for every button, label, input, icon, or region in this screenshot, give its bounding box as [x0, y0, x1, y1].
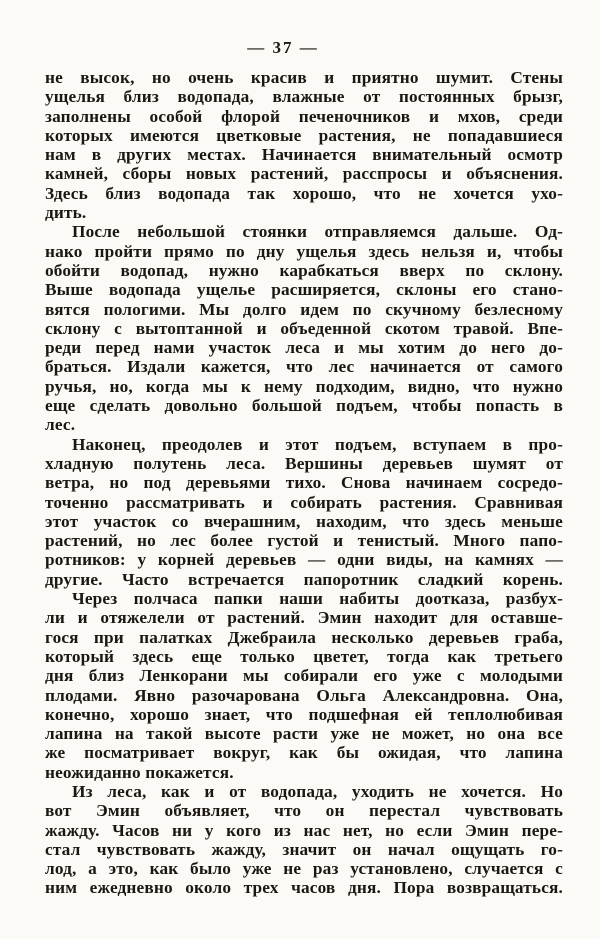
text-line: ручья, но, когда мы к нему подходим, видно, что нужно — [45, 376, 563, 396]
text-line: хладную полутень леса. Вершины деревьев шумят от — [45, 453, 563, 473]
page-text — [45, 68, 563, 898]
text-line: дить. — [45, 203, 87, 223]
text-line: Выше водопада ущелье расширяется, склоны его стано- — [45, 280, 563, 300]
text-line: Через полчаса папки наши набиты доотказа, разбух- — [72, 589, 563, 609]
text-line: лес. — [45, 415, 76, 435]
text-line: еще сделать довольно большой подъем, чтобы попасть в — [45, 396, 563, 416]
text-line: точенно рассматривать и собирать растения. Сравнивая — [45, 492, 563, 512]
text-line: нако пройти прямо по дну ущелья здесь нельзя и, чтобы — [45, 241, 563, 261]
text-line: Здесь близ водопада так хорошо, что не хочется ухо- — [45, 183, 563, 203]
text-line: неожиданно покажется. — [45, 762, 234, 782]
text-line: Из леса, как и от водопада, уходить не хочется. Но — [72, 781, 563, 801]
text-line: дня близ Ленкорани мы собирали его уже с молодыми — [45, 666, 563, 686]
text-line: конечно, хорошо знает, что подшефная ей теплолюбивая — [45, 704, 563, 724]
text-line: После небольшой стоянки отправляемся дальше. Од- — [72, 222, 563, 242]
text-line: браться. Издали кажется, что лес начинается от самого — [45, 357, 563, 377]
text-line: ли и отяжелели от растений. Эмин находит для оставше- — [45, 608, 563, 628]
text-line: ротников: у корней деревьев — одни виды, на камнях — — [45, 550, 563, 570]
text-line: лапина на такой высоте расти уже не может, но она все — [45, 724, 563, 744]
text-line: этот участок со вчерашним, находим, что здесь меньше — [45, 511, 563, 531]
text-line: который здесь еще только цветет, тогда как третьего — [45, 646, 563, 666]
page-number: — 37 — — [247, 38, 319, 57]
text-line: камней, сборы новых растений, расспросы и объяснения. — [45, 164, 563, 184]
text-line: плодами. Явно разочарована Ольга Александровна. Она, — [45, 685, 563, 705]
text-line: стал чувствовать жажду, значит он начал ощущать го- — [45, 839, 563, 859]
text-line: нам в других местах. Начинается внимательный осмотр — [45, 145, 563, 165]
text-line: ветра, но под деревьями тихо. Снова начинаем сосредо- — [45, 473, 563, 493]
text-line: ним ежедневно около трех часов дня. Пора возвращаться. — [45, 878, 563, 898]
text-line: другие. Часто встречается папоротник сладкий корень. — [45, 569, 563, 589]
text-line: Наконец, преодолев и этот подъем, вступаем в про- — [72, 434, 563, 454]
text-line: реди перед нами участок леса и мы хотим до него до- — [45, 338, 563, 358]
text-line: ущелья близ водопада, влажные от постоянных брызг, — [45, 87, 563, 107]
text-line: вот Эмин объявляет, что он перестал чувствовать — [45, 801, 563, 821]
text-line: жажду. Часов ни у кого из нас нет, но если Эмин пере- — [45, 820, 563, 840]
text-line: лод, а это, как было уже не раз установлено, случается с — [45, 859, 563, 879]
text-line: которых имеются цветковые растения, не попадавшиеся — [45, 125, 563, 145]
text-line: склону с вытоптанной и объеденной скотом травой. Впе- — [45, 318, 563, 338]
text-line: заполнены особой флорой печеночников и мхов, среди — [45, 106, 563, 126]
text-line: вятся пологими. Мы долго идем по скучному безлесному — [45, 299, 563, 319]
text-line: не высок, но очень красив и приятно шумит. Стены — [45, 68, 563, 87]
text-line: же посматривает вокруг, как бы ожидая, что лапина — [45, 743, 563, 763]
text-line: растений, но лес более густой и тенистый. Много папо- — [45, 531, 563, 551]
text-line: гося при палатках Джебраила несколько деревьев граба, — [45, 627, 563, 647]
text-line: обойти водопад, нужно карабкаться вверх по склону. — [45, 260, 563, 280]
